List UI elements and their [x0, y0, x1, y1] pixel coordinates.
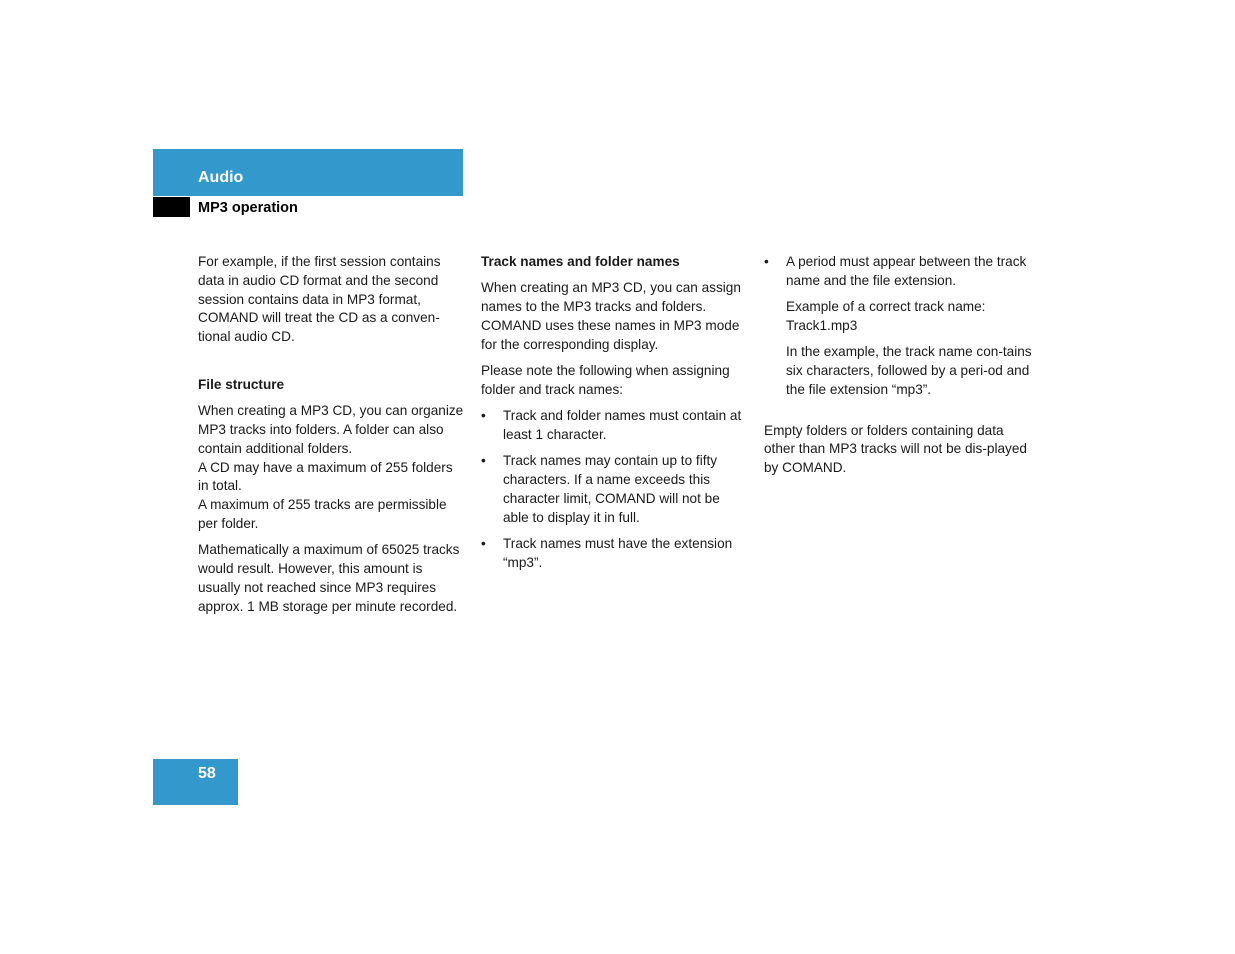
- bullet-icon: •: [481, 408, 486, 424]
- example-block: [764, 298, 1032, 399]
- naming-rules-list-continued: [764, 253, 1032, 291]
- chapter-title: Audio: [198, 169, 244, 186]
- track-limit-paragraph: A maximum of 255 tracks are permissible per folder.: [198, 497, 447, 532]
- example-label: Example of a correct track name:: [786, 299, 986, 315]
- naming-note-paragraph: Please note the following when assigning folder and track names:: [481, 362, 730, 397]
- track-names-heading: Track names and folder names: [481, 254, 680, 269]
- column-2: [481, 253, 747, 580]
- list-item: [764, 253, 1032, 291]
- list-item: [481, 452, 747, 527]
- file-structure-paragraph: When creating a MP3 CD, you can organize MP3 tracks into folders. A folder can also contain additional folders.: [198, 403, 464, 456]
- example-explanation: In the example, the track name con-tains six characters, followed by a peri-od and the file extension “mp3”.: [786, 344, 1032, 397]
- intro-paragraph: For example, if the first session contains data in audio CD format and the second session contains data in MP3 format, COMAND will treat the CD as a conven-tional audio CD.: [198, 254, 441, 345]
- maximum-tracks-paragraph: Mathematically a maximum of 65025 tracks would result. However, this amount is usually not reached since MP3 requires approx. 1 MB storage per minute recorded.: [198, 542, 460, 614]
- page-number: 58: [198, 765, 216, 782]
- list-item-text: Track names may contain up to fifty characters. If a name exceeds this character limit, COMAND will not be able to display it in full.: [503, 453, 720, 525]
- section-title: MP3 operation: [198, 200, 298, 216]
- list-item: [481, 407, 747, 445]
- bullet-icon: •: [764, 254, 769, 269]
- track-names-paragraph: When creating an MP3 CD, you can assign names to the MP3 tracks and folders. COMAND uses these names in MP3 mode for the corresponding display.: [481, 280, 741, 352]
- list-item-text: Track and folder names must contain at least 1 character.: [503, 408, 742, 442]
- list-item-text: A period must appear between the track name and the file extension.: [786, 254, 1027, 288]
- example-track-name: Track1.mp3: [786, 317, 858, 333]
- file-structure-heading: File structure: [198, 376, 285, 392]
- column-3: [764, 253, 1032, 485]
- bullet-icon: •: [481, 535, 486, 551]
- folder-limit-paragraph: A CD may have a maximum of 255 folders in total.: [198, 459, 453, 494]
- chapter-header-bar: [153, 149, 463, 196]
- page-number-tab: [153, 759, 238, 805]
- column-1: [198, 253, 466, 624]
- naming-rules-list: [481, 407, 747, 572]
- list-item: [481, 535, 747, 573]
- bullet-icon: •: [481, 453, 486, 469]
- list-item-text: Track names must have the extension “mp3”.: [503, 535, 733, 570]
- empty-folders-paragraph: Empty folders or folders containing data other than MP3 tracks will not be dis-played by COMAND.: [764, 422, 1027, 476]
- section-marker: [153, 197, 190, 217]
